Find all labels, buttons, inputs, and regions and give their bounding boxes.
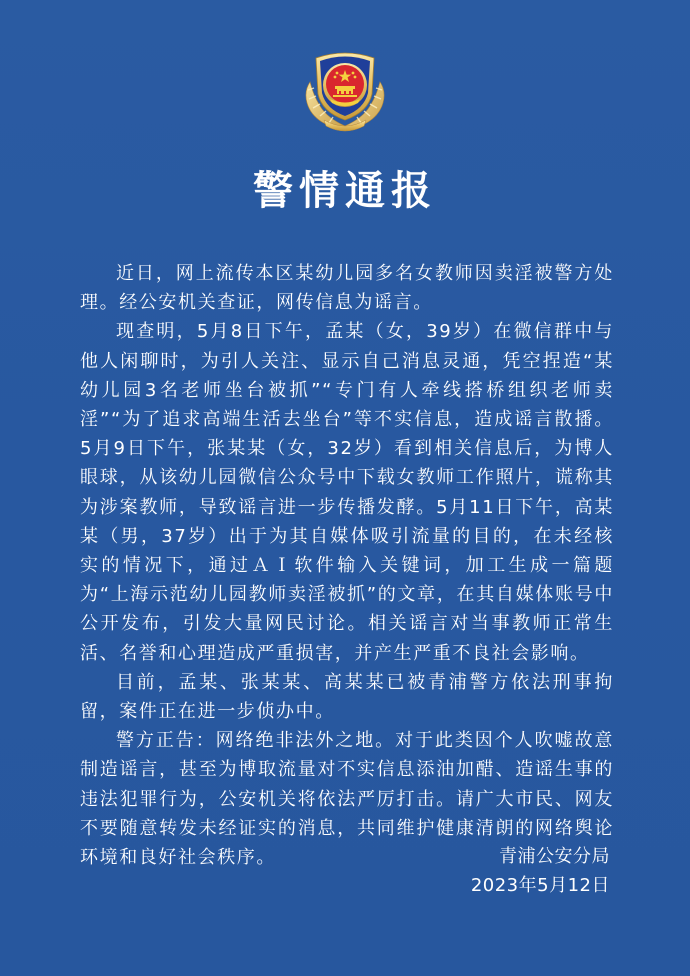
paragraph-police-warning: 警方正告：网络绝非法外之地。对于此类因个人吹嘘故意制造谣言，甚至为博取流量对不实信息添油加醋、造谣生事的违法犯罪行为，公安机关将依法严厉打击。请广大市民、网友不要随意转发未经证实的消息，共同维护健康清朗的网络舆论环境和良好社会秩序。 [80, 730, 614, 869]
paragraph-rumor-summary: 近日，网上流传本区某幼儿园多名女教师因卖淫被警方处理。经公安机关查证，网传信息为谣言。 [80, 263, 614, 314]
signature-block [471, 842, 610, 900]
paragraph-detention-status: 目前，孟某、张某某、高某某已被青浦警方依法刑事拘留，案件正在进一步侦办中。 [80, 671, 614, 723]
issue-date: 2023年5月12日 [470, 875, 610, 896]
page-title: 警情通报 [253, 168, 437, 214]
issuer-name: 青浦公安分局 [499, 846, 610, 867]
paragraph-investigation-findings: 现查明，5月8日下午，孟某（女，39岁）在微信群中与他人闲聊时，为引人关注、显示自己消息灵通，凭空捏造“某幼儿园3名老师坐台被抓”“专门有人牵线搭桥组织老师卖淫”“为了追求高端生活去坐台”等不实信息，造成谣言散播。5月9日下午，张某某（女，32岁）看到相关信息后，为博人眼球，从该幼儿园微信公众号中下载女教师工作照片，谎称其为涉案教师，导致谣言进一步传播发酵。5月11日下午，高某某（男，37岁）出于为其自媒体吸引流量的目的，在未经核实的情况下，通过ＡＩ软件输入关键词，加工生成一篇题为“上海示范幼儿园教师卖淫被抓”的文章，在其自媒体账号中公开发布，引发大量网民讨论。相关谣言对当事教师正常生活、名誉和心理造成严重损害，并产生严重不良社会影响。 [80, 321, 614, 664]
bulletin-body [80, 259, 614, 872]
police-emblem-icon [296, 36, 394, 134]
